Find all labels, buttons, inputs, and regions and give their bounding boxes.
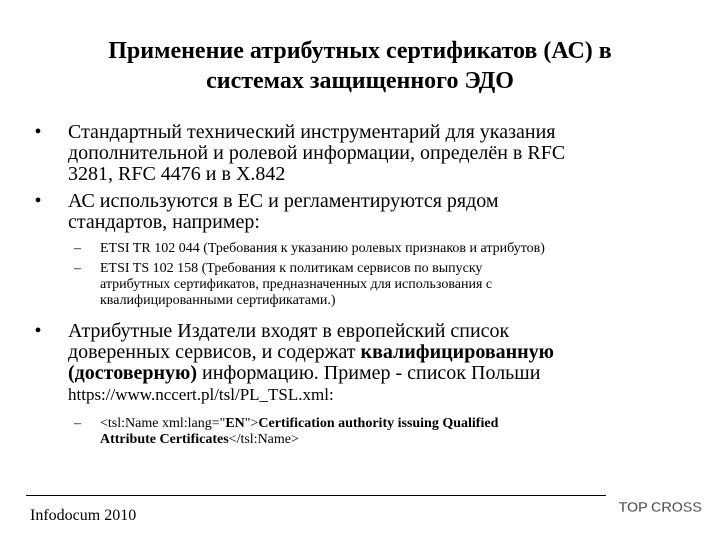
sub-bullet-text-line xyxy=(100,432,704,448)
footer-text: Infodocum 2010 xyxy=(30,507,137,524)
url-wrapper xyxy=(24,384,704,406)
bullet-text-line: АС используются в ЕС и регламентируются рядом xyxy=(68,190,499,212)
bullet-marker: • xyxy=(34,121,42,143)
bullet-text-emphasis: квалифицированную xyxy=(360,341,554,363)
sub-bullet-marker: – xyxy=(74,261,81,276)
bullet-item xyxy=(24,321,704,384)
sub-bullet-text-line xyxy=(100,416,704,432)
bullet-text-segment: информацию. Пример - список Польши xyxy=(196,362,541,384)
slide-title xyxy=(40,36,680,96)
sub-bullet-item xyxy=(24,241,704,257)
xml-segment: </tsl:Name> xyxy=(228,432,299,447)
footer-divider xyxy=(26,495,606,496)
bullet-text-segment: доверенных сервисов, и содержат xyxy=(68,341,361,363)
bullet-text-line: 3281, RFC 4476 и в X.842 xyxy=(68,163,286,185)
logo-text: TOP CROSS xyxy=(618,499,702,516)
slide-title-line-1: Применение атрибутных сертификатов (АС) в xyxy=(108,38,612,64)
bullet-marker: • xyxy=(34,320,42,342)
bullet-text-line: Атрибутные Издатели входят в европейский список xyxy=(68,320,510,342)
sub-bullet-text-line: ETSI TS 102 158 (Требования к политикам сервисов по выпуску xyxy=(100,261,483,276)
sub-bullet-text-line: ETSI TR 102 044 (Требования к указанию ролевых признаков и атрибутов) xyxy=(100,241,545,256)
bullet-text-line: стандартов, например: xyxy=(68,211,260,233)
top-cross-logo xyxy=(618,492,702,522)
sub-bullet-item xyxy=(24,261,704,309)
slide-content xyxy=(24,122,704,448)
bullet-item xyxy=(24,122,704,185)
sub-bullet-marker: – xyxy=(74,241,81,256)
xml-segment: "> xyxy=(244,416,259,431)
xml-segment: <tsl:Name xml:lang=" xyxy=(100,416,226,431)
tsl-url: https://www.nccert.pl/tsl/PL_TSL.xml: xyxy=(68,385,334,404)
bullet-marker: • xyxy=(34,190,42,212)
sub-bullet-text-line: атрибутных сертификатов, предназначенных для использования с xyxy=(100,277,493,292)
bullet-item xyxy=(24,191,704,233)
xml-lang-value: EN xyxy=(225,416,245,431)
sub-bullet-marker: – xyxy=(74,416,81,431)
bullet-text-line: дополнительной и ролевой информации, определён в RFC xyxy=(68,142,566,164)
xml-name-text: Certification authority issuing Qualified xyxy=(258,416,499,431)
sub-bullet-item xyxy=(24,416,704,448)
slide-title-line-2: системах защищенного ЭДО xyxy=(206,68,514,94)
bullet-text-emphasis: (достоверную) xyxy=(68,362,197,384)
bullet-text-line xyxy=(68,363,704,384)
sub-bullet-text-line: квалифицированными сертификатами.) xyxy=(100,293,336,308)
bullet-text-line xyxy=(68,342,704,363)
bullet-text-line: Стандартный технический инструментарий для указания xyxy=(68,121,556,143)
xml-name-text: Attribute Certificates xyxy=(100,432,229,447)
